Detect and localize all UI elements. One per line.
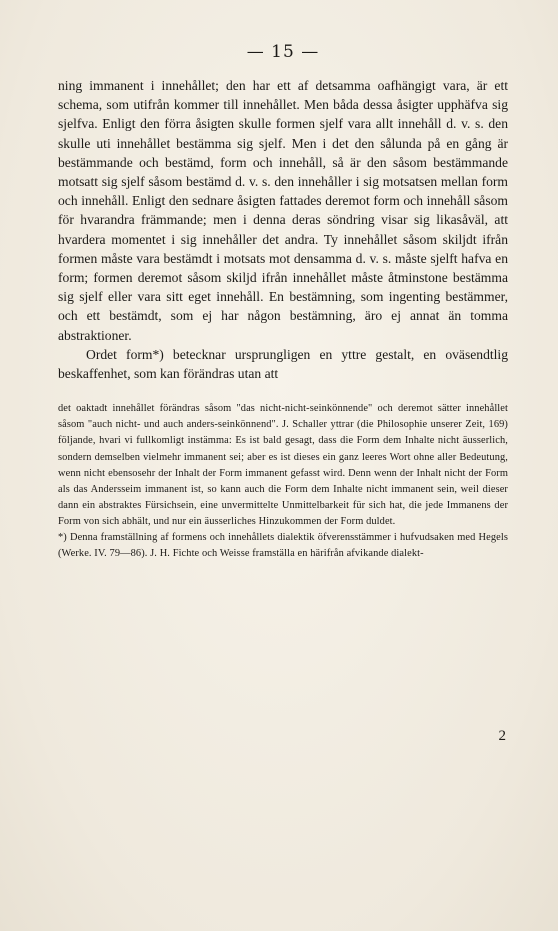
page-number: — 15 — xyxy=(246,42,320,62)
printer-signature-mark: 2 xyxy=(498,728,506,744)
footnotes xyxy=(58,401,508,562)
main-text xyxy=(58,76,508,383)
paragraph-2: Ordet form*) betecknar ursprungligen en yttre gestalt, en oväsendtlig beskaffenhet, som kan förändras utan att xyxy=(58,346,508,382)
footnote-form: *) Denna framställning af formens och innehållets dialektik öfverensstämmer i hufvudsaken med Hegels (Werke. IV. 79—86). J. H. Fichte och Weisse framställa en härifrån afvikande dialekt- xyxy=(58,532,508,560)
footnote-continued: det oaktadt innehållet förändras såsom "das nicht-nicht-seinkönnende" och deremot sätter innehållet såsom "auch nicht- und auch anders-seinkönnend". J. Schaller yttrar (die Philosophie unserer Zeit, 169) följande, hvari vi fullkomligt instämma: Es ist bald gesagt, dass die Form dem Inhalte nicht äusserlich, sondern demselben vielmehr immanent sei; aber es ist dieses ein ganz leeres Wort ohne aller Bedeutung, wenn nicht ebensosehr der Inhalt der Form immanent gefasst wird. Denn wenn der Inhalt nicht der Form als das Andersseim immanent ist, so kann auch die Form dem Inhalte nicht immanent sein, weil dieser dann ein abstraktes Fürsichsein, eine unvermittelte Unmittelbarkeit für sich hat, die jede Immanens der Form von sich abhält, und nur ein äusserliches Hinzukommen der Form duldet. xyxy=(58,403,508,527)
paragraph-1: ning immanent i innehållet; den har ett af detsamma oafhängigt vara, är ett schema, som utifrån kommer till innehållet. Men båda dessa åsigter upphäfva sig sjelfva. Enligt den förra åsigten skulle formen sjelf vara allt innehåll d. v. s. den skulle uti innehållet bestämma sig sjelf. Men i det den sålunda på en gång är bestämmande och bestämd, form och innehåll, så är den såsom bestämmande motsatt sig sjelf såsom bestämd d. v. s. den innehåller i sig motsatsen mellan form och innehåll. Enligt den sednare åsigten fattades deremot form och innehåll såsom för hvarandra främmande; men i denna deras söndring visar sig likasåväl, att hvardera momentet i sig innehåller det andra. Ty innehållet såsom skiljdt ifrån formen måste vara bestämdt i motsats mot densamma d. v. s. måste sjelft hafva en form; formen deremot såsom skiljd ifrån innehållet måste åtminstone bestämma sig sjelf eller vara sitt eget innehåll. En bestämning, som ingenting bestämmer, och ett bestämdt, som ej har någon bestämning, äro ej annat än tomma abstraktioner. xyxy=(58,78,508,343)
